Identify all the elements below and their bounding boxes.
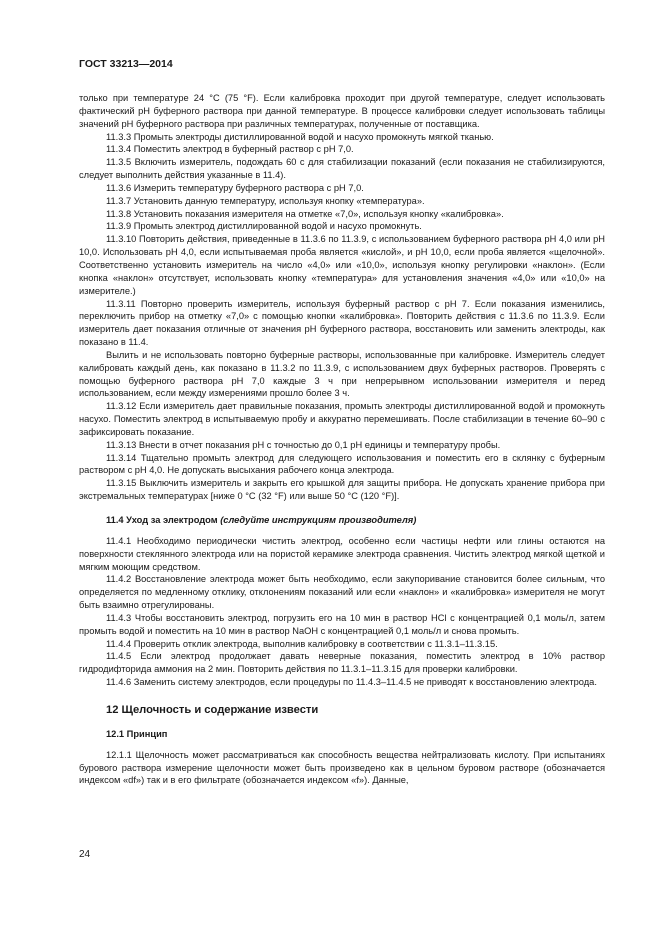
paragraph: 11.3.11 Повторно проверить измеритель, используя буферный раствор с pH 7. Если показания изменились, переключить прибор на отметку «7,0» с помощью кнопки «калибровка». Повторить действия с 11.3.6 по 11.3.9. Если измеритель дает показания отличные от значения pH буферного раствора, восстановить или заменить электроды, как показано в 11.4.: [79, 298, 605, 348]
paragraph: 11.3.14 Тщательно промыть электрод для следующего использования и поместить его в склянку с буферным раствором с pH 4,0. Не допускать высыхания рабочего конца электрода.: [79, 452, 605, 476]
paragraph: 11.3.12 Если измеритель дает правильные показания, промыть электроды дистиллированной водой и промокнуть насухо. Поместить электрод в испытываемую пробу и аккуратно перемешивать. После стабилизации в течение 60–90 с зафиксировать показание.: [79, 401, 605, 437]
section-11-4-heading: [79, 514, 605, 527]
document-header: ГОСТ 33213—2014: [79, 58, 173, 70]
paragraph: 11.3.10 Повторить действия, приведенные в 11.3.6 по 11.3.9, с использованием буферного раствора pH 4,0 или pH 10,0. Использовать pH 4,0, если испытываемая проба является «кислой», и pH 10,0, если проба является «щелочной». Соответственно установить измеритель на число «4,0» или «10,0», используя кнопку регулировки «наклон». (Если кнопка «наклон» отсутствует, использовать кнопку «температура» для установления значения «4,0» или «10,0» на измерителе.): [79, 234, 605, 296]
page-number: 24: [79, 849, 91, 860]
paragraph: 11.4.6 Заменить систему электродов, если процедуры по 11.4.3–11.4.5 не приводят к восстановлению электрода.: [106, 677, 597, 688]
paragraph: только при температуре 24 °С (75 °F). Если калибровка проходит при другой температуре, следует использовать фактический pH буферного раствора при данной температуре. В процессе калибровки следует использовать таблицы значений pH буферного раствора при различных температурах, полученные от поставщика.: [79, 93, 605, 129]
paragraph-12-1-1: 12.1.1 Щелочность может рассматриваться как способность вещества нейтрализовать кислоту. При испытаниях бурового раствора измерение щелочности может быть произведено как в цельном буровом растворе (обозначается индексом «df») так и в его фильтрате (обозначается индексом «f»). Данные,: [79, 749, 605, 786]
paragraph: 11.4.5 Если электрод продолжает давать неверные показания, поместить электрод в 10% раствор гидродифторида аммония на 2 мин. Повторить действия по 11.3.1–11.3.15 для проверки калибровки.: [79, 651, 605, 675]
paragraph: 11.4.2 Восстановление электрода может быть необходимо, если закупоривание становится более сильным, что определяется по медленному отклику, отклонениям показаний или если «наклон» и «калибровка» измерителя не могут быть взаимно отрегулированы.: [79, 574, 605, 611]
paragraph: 11.3.4 Поместить электрод в буферный раствор с pH 7,0.: [106, 144, 354, 155]
section-11-4-text: [79, 535, 605, 689]
section-11-4-note: (следуйте инструкциям производителя): [220, 515, 417, 525]
paragraph: 11.3.15 Выключить измеритель и закрыть его крышкой для защиты прибора. Не допускать хранение прибора при экстремальных температурах [ниже 0 °С (32 °F) или выше 50 °С (120 °F)].: [79, 478, 605, 502]
paragraph: 11.4.4 Проверить отклик электрода, выполнив калибровку в соответствии с 11.3.1–11.3.15.: [106, 638, 498, 649]
section-11-3-text: [79, 92, 605, 503]
paragraph: 11.3.9 Промыть электрод дистиллированной водой и насухо промокнуть.: [106, 221, 422, 232]
paragraph: 11.4.3 Чтобы восстановить электрод, погрузить его на 10 мин в раствор HCl с концентрацией 0,1 моль/л, затем промыть водой и поместить на 10 мин в раствор NaOH с концентрацией 0,1 моль/л и снова промыть.: [79, 612, 605, 636]
paragraph: 11.3.7 Установить данную температуру, используя кнопку «температура».: [106, 195, 425, 206]
section-12-1-heading: 12.1 Принцип: [106, 728, 168, 739]
section-11-4-title: 11.4 Уход за электродом: [106, 515, 218, 525]
section-12-heading: 12 Щелочность и содержание извести: [106, 703, 319, 716]
paragraph: 11.3.3 Промыть электроды дистиллированной водой и насухо промокнуть мягкой тканью.: [106, 131, 494, 142]
paragraph: 11.3.5 Включить измеритель, подождать 60 с для стабилизации показаний (если показания не стабилизируются, следует выполнить действия указанные в 11.4).: [79, 157, 605, 181]
paragraph: 11.4.1 Необходимо периодически чистить электрод, особенно если частицы нефти или глины остаются на поверхности стеклянного электрода или на пористой керамике электрода сравнения. Чистить электрод мягкой щеткой и мягким моющим средством.: [79, 535, 605, 572]
paragraph: 11.3.8 Установить показания измерителя на отметке «7,0», используя кнопку «калибровка».: [106, 208, 504, 219]
paragraph: 11.3.6 Измерить температуру буферного раствора с pH 7,0.: [106, 182, 364, 193]
page-content: [79, 92, 605, 787]
paragraph: 11.3.13 Внести в отчет показания pH с точностью до 0,1 pH единицы и температуру пробы.: [106, 439, 501, 450]
paragraph: Вылить и не использовать повторно буферные растворы, использованные при калибровке. Измеритель следует калибровать каждый день, как показано в 11.3.2 по 11.3.9, с использованием двух буферных растворов. Проверять с помощью буферного раствора pH 7,0 каждые 3 ч при непрерывном использовании измерителя и перед использованием, если между измерениями прошло более 3 ч.: [79, 349, 605, 399]
